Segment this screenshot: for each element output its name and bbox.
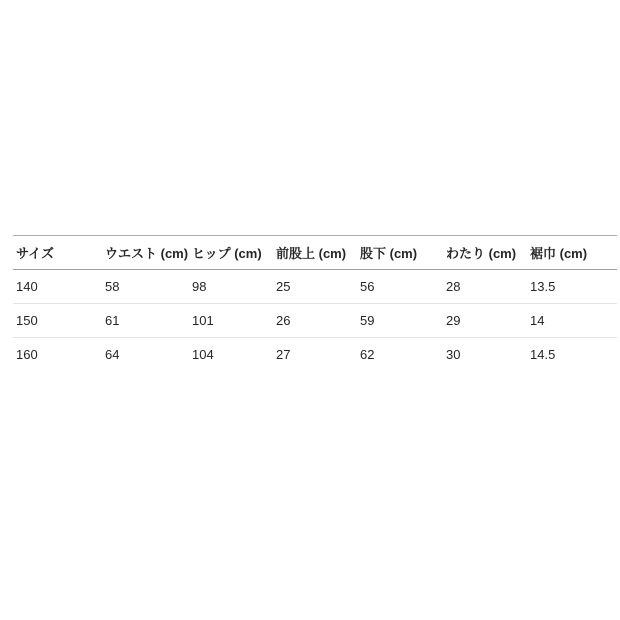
cell-size: 160 <box>16 347 38 362</box>
cell-hip: 98 <box>192 279 207 294</box>
cell-hem: 14 <box>530 313 545 328</box>
table-row <box>13 270 617 304</box>
column-header-hem: 裾巾 (cm) <box>530 246 588 261</box>
cell-front-rise: 26 <box>276 313 291 328</box>
cell-waist: 61 <box>105 313 120 328</box>
table-row <box>13 304 617 338</box>
cell-hip: 104 <box>192 347 214 362</box>
size-table <box>13 235 617 371</box>
cell-inseam: 62 <box>360 347 375 362</box>
column-header-thigh: わたり (cm) <box>446 246 517 261</box>
cell-inseam: 56 <box>360 279 375 294</box>
column-header-inseam: 股下 (cm) <box>360 246 418 261</box>
column-header-size: サイズ <box>16 246 54 261</box>
cell-inseam: 59 <box>360 313 375 328</box>
cell-thigh: 28 <box>446 279 461 294</box>
cell-hem: 13.5 <box>530 279 556 294</box>
column-header-hip: ヒップ (cm) <box>192 246 262 261</box>
table-row <box>13 338 617 372</box>
cell-front-rise: 27 <box>276 347 291 362</box>
cell-front-rise: 25 <box>276 279 291 294</box>
cell-thigh: 30 <box>446 347 461 362</box>
column-header-front-rise: 前股上 (cm) <box>276 246 347 261</box>
cell-hip: 101 <box>192 313 214 328</box>
cell-waist: 64 <box>105 347 120 362</box>
cell-waist: 58 <box>105 279 120 294</box>
size-table-header-row <box>13 236 617 270</box>
column-header-waist: ウエスト (cm) <box>105 246 189 261</box>
cell-hem: 14.5 <box>530 347 556 362</box>
size-chart-section <box>13 235 617 371</box>
cell-size: 150 <box>16 313 38 328</box>
cell-size: 140 <box>16 279 38 294</box>
cell-thigh: 29 <box>446 313 461 328</box>
